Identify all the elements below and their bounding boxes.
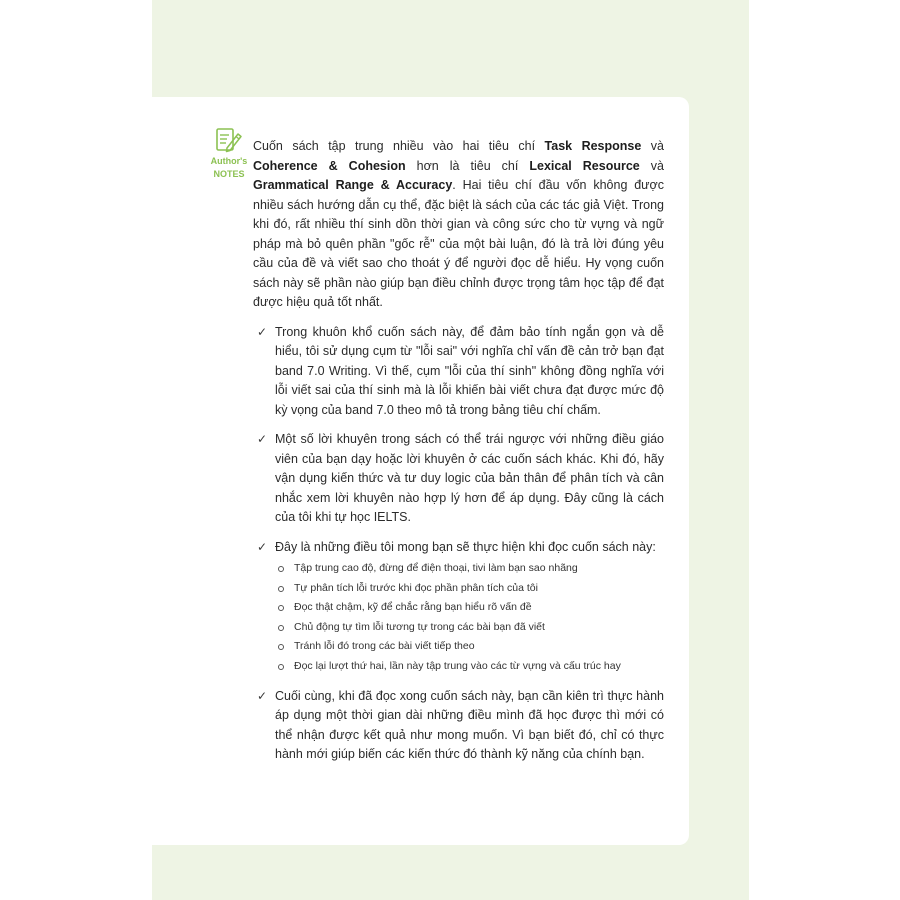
intro-text-1: Cuốn sách tập trung nhiều vào hai tiêu chí <box>253 139 545 153</box>
sub-item-text: Đọc thật chậm, kỹ để chắc rằng bạn hiểu rõ vấn đề <box>294 601 532 614</box>
intro-bold-coherence: Coherence & Cohesion <box>253 158 406 173</box>
badge-label-line2: NOTES <box>213 169 245 179</box>
notes-content <box>253 137 664 775</box>
list-item <box>253 538 664 677</box>
sub-list-item <box>275 637 664 657</box>
sub-item-text: Chủ động tự tìm lỗi tương tự trong các bài bạn đã viết <box>294 620 545 633</box>
bullet-text: Trong khuôn khổ cuốn sách này, để đảm bảo tính ngắn gọn và dễ hiểu, tôi sử dụng cụm từ "lỗi sai" với nghĩa chỉ vấn đề cản trở bạn đạt band 7.0 Writing. Vì thế, cụm "lỗi của thí sinh" không đồng nghĩa với lỗi viết sai của thí sinh mà là lỗi khiến bài viết chưa đạt được mức độ kỳ vọng của band 7.0 theo mô tả trong bảng tiêu chí chấm. <box>275 324 664 417</box>
circle-bullet-icon <box>278 586 284 592</box>
circle-bullet-icon <box>278 625 284 631</box>
intro-bold-task-response: Task Response <box>544 139 642 153</box>
check-icon: ✓ <box>257 688 268 703</box>
sub-list-item <box>275 657 664 677</box>
list-item <box>253 430 664 528</box>
circle-bullet-icon <box>278 664 284 670</box>
sub-item-text: Đọc lại lượt thứ hai, lần này tập trung vào các từ vựng và cấu trúc hay <box>294 659 621 672</box>
sub-list-item <box>275 579 664 599</box>
list-item <box>253 323 664 421</box>
intro-bold-grammatical: Grammatical Range & Accuracy <box>253 178 453 192</box>
sub-list-item <box>275 559 664 579</box>
sub-item-text: Tập trung cao độ, đừng để điện thoại, tivi làm bạn sao nhãng <box>294 562 578 574</box>
intro-paragraph <box>253 137 664 313</box>
circle-bullet-icon <box>278 566 284 572</box>
bullet-text: Cuối cùng, khi đã đọc xong cuốn sách này, bạn cần kiên trì thực hành áp dụng một thời gian dài những điều mình đã học được thì mới có thể nhận được kết quả như mong muốn. Vì bạn biết đó, chỉ có thực hành mới giúp biến các kiến thức đó thành kỹ năng của chính bạn. <box>275 688 664 762</box>
circle-bullet-icon <box>278 644 284 650</box>
bullet-text: Một số lời khuyên trong sách có thể trái ngược với những điều giáo viên của bạn dạy hoặc lời khuyên ở các cuốn sách khác. Khi đó, hãy vận dụng kiến thức và tư duy logic của bản thân để phân tích và cân nhắc xem lời khuyên nào hợp lý hơn để áp dụng. Đây cũng là cách của tôi khi tự học IELTS. <box>275 432 664 524</box>
intro-text-2: và <box>641 139 664 153</box>
check-icon: ✓ <box>257 539 268 554</box>
intro-text-3: hơn là tiêu chí <box>405 158 530 173</box>
circle-bullet-icon <box>278 605 284 611</box>
pencil-note-icon <box>214 126 244 154</box>
intro-bold-lexical: Lexical Resource <box>529 158 640 173</box>
sub-list-item <box>275 618 664 638</box>
check-icon: ✓ <box>257 432 268 446</box>
list-item <box>253 687 664 765</box>
bullet-list <box>253 323 664 765</box>
intro-text-5: . Hai tiêu chí đầu vốn không được nhiều sách hướng dẫn cụ thể, đặc biệt là sách của các tác giả Việt. Trong khi đó, rất nhiều thí sinh dồn thời gian và công sức cho từ vựng và ngữ pháp mà bỏ quên phần "gốc rễ" của một bài luận, đó là trả lời đúng yêu cầu của đề và viết sao cho thoát ý để người đọc dễ hiểu. Hy vọng cuốn sách này sẽ phần nào giúp bạn điều chỉnh được trọng tâm học tập để đạt được hiệu quả tốt nhất. <box>253 178 664 309</box>
badge-label-line1: Author's <box>210 156 248 166</box>
check-icon: ✓ <box>257 324 268 339</box>
bullet-text: Đây là những điều tôi mong bạn sẽ thực hiện khi đọc cuốn sách này: <box>275 539 656 554</box>
authors-notes-badge <box>205 126 253 180</box>
intro-text-4: và <box>639 158 664 173</box>
sub-list-item <box>275 598 664 618</box>
sub-item-text: Tự phân tích lỗi trước khi đọc phần phân tích của tôi <box>294 581 538 594</box>
sub-item-text: Tránh lỗi đó trong các bài viết tiếp theo <box>294 640 475 653</box>
sub-list <box>275 559 664 677</box>
